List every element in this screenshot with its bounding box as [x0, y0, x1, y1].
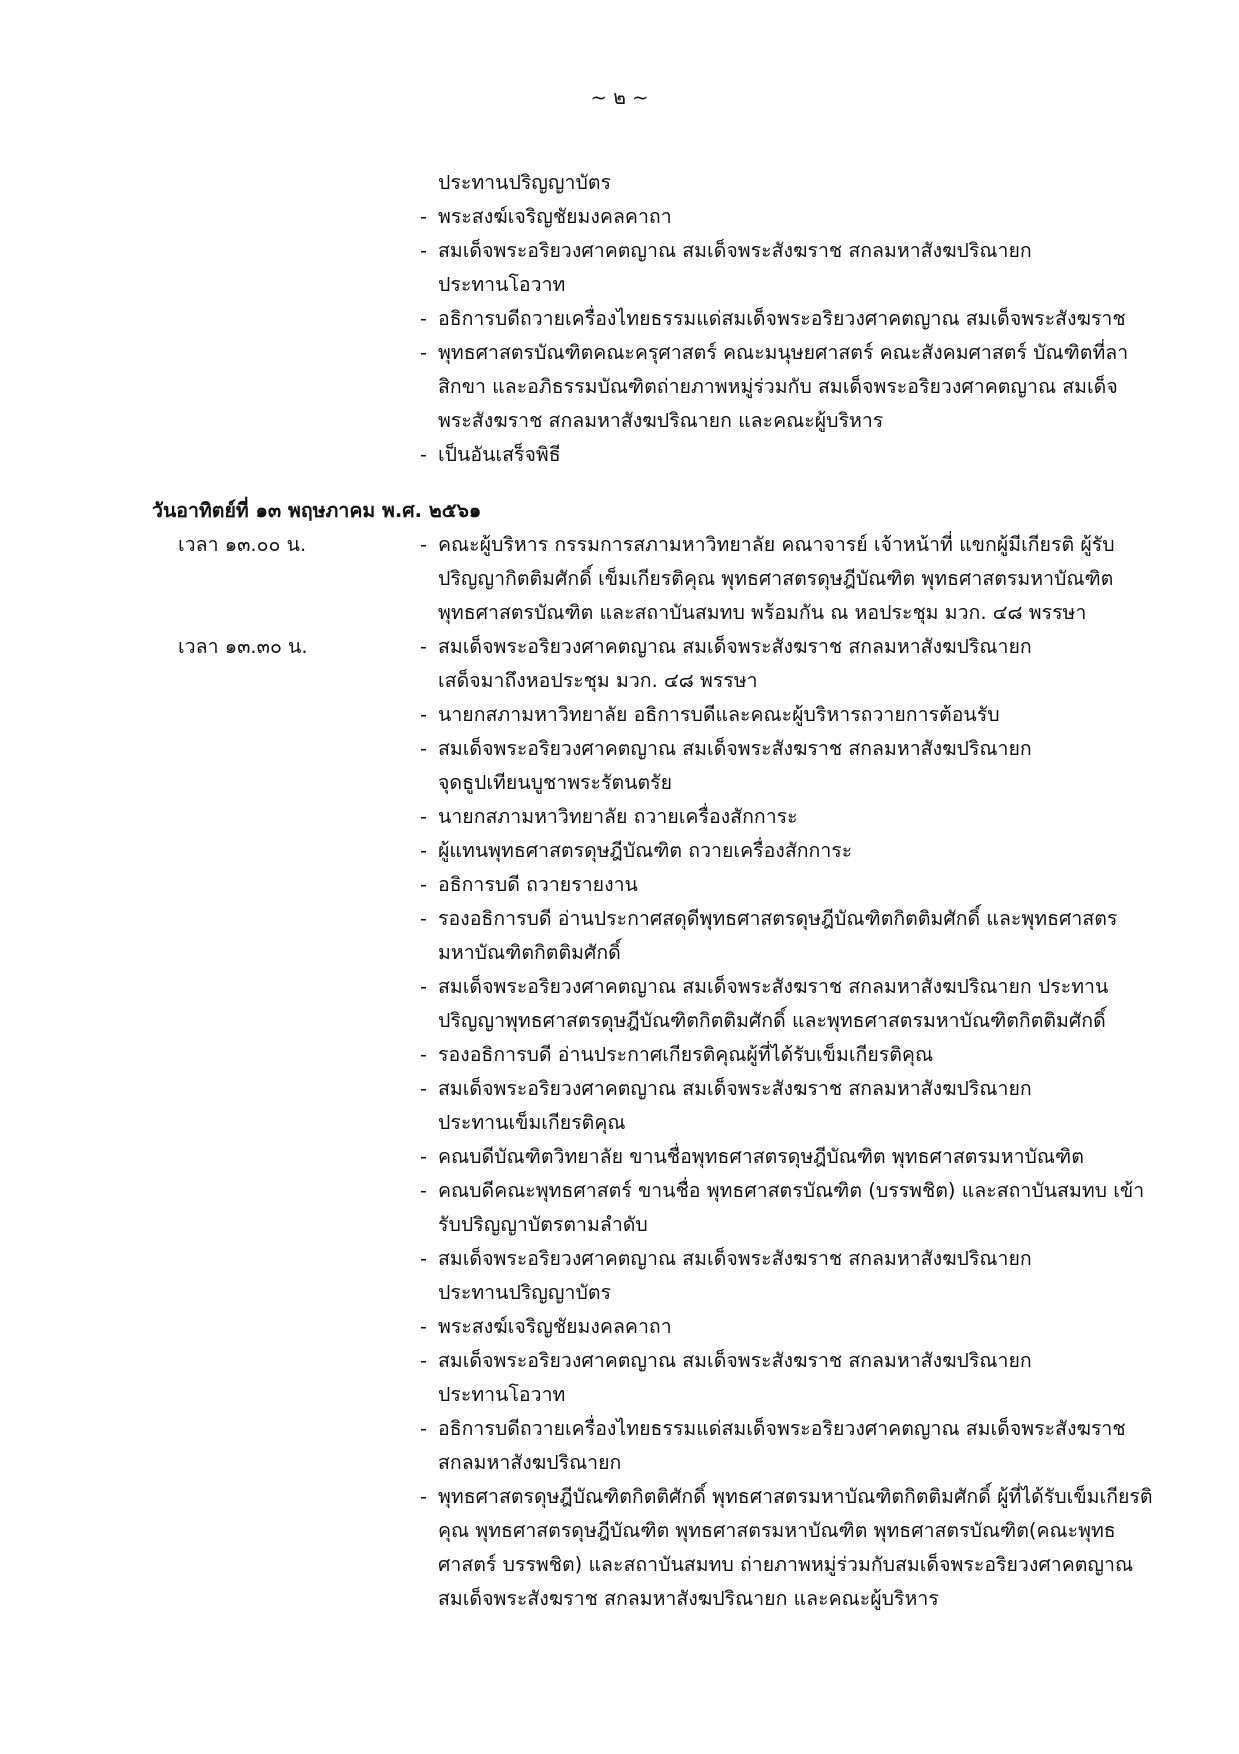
- list-item: [420, 698, 1165, 732]
- item-line: ปริญญาพุทธศาสตรดุษฎีบัณฑิตกิตติมศักดิ์ และพุทธศาสตรมหาบัณฑิตกิตติมศักดิ์: [438, 1009, 1106, 1032]
- item-line: นายกสภามหาวิทยาลัย ถวายเครื่องสักการะ: [438, 805, 798, 828]
- bullet-dash: -: [420, 1485, 428, 1508]
- item-line: สมเด็จพระอริยวงศาคตญาณ สมเด็จพระสังฆราช สกลมหาสังฆปริณายก: [438, 1077, 1032, 1100]
- bullet-dash: -: [420, 703, 428, 726]
- item-line: พระสงฆ์เจริญชัยมงคลคาถา: [438, 1315, 672, 1338]
- item-line: คณะผู้บริหาร กรรมการสภามหาวิทยาลัย คณาจารย์ เจ้าหน้าที่ แขกผู้มีเกียรติ ผู้รับ: [438, 533, 1115, 556]
- item-line: ผู้แทนพุทธศาสตรดุษฎีบัณฑิต ถวายเครื่องสักการะ: [438, 839, 853, 862]
- item-line: นายกสภามหาวิทยาลัย อธิการบดีและคณะผู้บริหารถวายการต้อนรับ: [438, 703, 1000, 726]
- item-line: จุดธูปเทียนบูชาพระรัตนตรัย: [438, 771, 673, 794]
- item-line: พุทธศาสตรบัณฑิตคณะครุศาสตร์ คณะมนุษยศาสตร์ คณะสังคมศาสตร์ บัณฑิตที่ลา: [438, 341, 1129, 364]
- list-item: [420, 302, 1160, 336]
- bullet-dash: -: [420, 1179, 428, 1202]
- item-line: เสด็จมาถึงหอประชุม มวก. ๔๘ พรรษา: [438, 669, 758, 692]
- bullet-dash: -: [420, 1247, 428, 1270]
- bullet-dash: -: [420, 737, 428, 760]
- bullet-dash: -: [420, 239, 428, 262]
- item-line: สมเด็จพระอริยวงศาคตญาณ สมเด็จพระสังฆราช สกลมหาสังฆปริณายก: [438, 239, 1032, 262]
- item-line: รองอธิการบดี อ่านประกาศสดุดีพุทธศาสตรดุษฎีบัณฑิตกิตติมศักดิ์ และพุทธศาสตร: [438, 907, 1118, 930]
- item-line: สมเด็จพระอริยวงศาคตญาณ สมเด็จพระสังฆราช สกลมหาสังฆปริณายก: [438, 635, 1032, 658]
- list-item: [420, 1310, 1165, 1344]
- bullet-dash: -: [420, 1417, 428, 1440]
- session-items: [420, 630, 1165, 1616]
- list-item: [420, 868, 1165, 902]
- bullet-dash: -: [420, 839, 428, 862]
- item-line: คุณ พุทธศาสตรดุษฎีบัณฑิต พุทธศาสตรมหาบัณฑิต พุทธศาสตรบัณฑิต(คณะพุทธ: [438, 1519, 1116, 1542]
- day-heading: วันอาทิตย์ที่ ๑๓ พฤษภาคม พ.ศ. ๒๕๖๑: [152, 499, 482, 522]
- item-line: ประทานปริญญาบัตร: [438, 1281, 612, 1304]
- item-line: สมเด็จพระอริยวงศาคตญาณ สมเด็จพระสังฆราช สกลมหาสังฆปริณายก: [438, 1247, 1032, 1270]
- list-item: [420, 1072, 1165, 1140]
- item-line: สมเด็จพระอริยวงศาคตญาณ สมเด็จพระสังฆราช สกลมหาสังฆปริณายก: [438, 737, 1032, 760]
- bullet-dash: -: [420, 307, 428, 330]
- list-item: [420, 528, 1165, 630]
- item-line: พุทธศาสตรบัณฑิต และสถาบันสมทบ พร้อมกัน ณ หอประชุม มวก. ๔๘ พรรษา: [438, 601, 1087, 624]
- item-line: คณบดีบัณฑิตวิทยาลัย ขานชื่อพุทธศาสตรดุษฎีบัณฑิต พุทธศาสตรมหาบัณฑิต: [438, 1145, 1084, 1168]
- session-items: [420, 528, 1165, 630]
- list-item: [420, 630, 1165, 698]
- item-line: อธิการบดี ถวายรายงาน: [438, 873, 638, 896]
- bullet-dash: -: [420, 205, 428, 228]
- bullet-dash: -: [420, 1077, 428, 1100]
- item-line: มหาบัณฑิตกิตติมศักดิ์: [438, 941, 621, 964]
- item-line: สมเด็จพระอริยวงศาคตญาณ สมเด็จพระสังฆราช สกลมหาสังฆปริณายก ประทาน: [438, 975, 1109, 998]
- item-line: ประทานปริญญาบัตร: [438, 171, 612, 194]
- item-line: คณบดีคณะพุทธศาสตร์ ขานชื่อ พุทธศาสตรบัณฑิต (บรรพชิต) และสถาบันสมทบ เข้า: [438, 1179, 1145, 1202]
- bullet-dash: -: [420, 341, 428, 364]
- item-line: สิกขา และอภิธรรมบัณฑิตถ่ายภาพหมู่ร่วมกับ สมเด็จพระอริยวงศาคตญาณ สมเด็จ: [438, 375, 1118, 398]
- list-item: [420, 1412, 1165, 1480]
- time-label: เวลา ๑๓.๓๐ น.: [178, 635, 308, 658]
- time-label: เวลา ๑๓.๐๐ น.: [178, 533, 307, 556]
- list-item: [420, 902, 1165, 970]
- item-line: ประทานโอวาท: [438, 1383, 566, 1406]
- list-item: [420, 1140, 1165, 1174]
- list-item: [420, 234, 1160, 302]
- bullet-dash: -: [420, 1349, 428, 1372]
- list-item: [420, 732, 1165, 800]
- list-item: [420, 1344, 1165, 1412]
- item-line: พุทธศาสตรดุษฎีบัณฑิตกิตติศักดิ์ พุทธศาสตรมหาบัณฑิตกิตติมศักดิ์ ผู้ที่ได้รับเข็มเกียรติ: [438, 1485, 1153, 1508]
- item-line: ประทานเข็มเกียรติคุณ: [438, 1111, 626, 1134]
- item-line: ประทานโอวาท: [438, 273, 566, 296]
- bullet-dash: -: [420, 635, 428, 658]
- item-line: อธิการบดีถวายเครื่องไทยธรรมแด่สมเด็จพระอริยวงศาคตญาณ สมเด็จพระสังฆราช: [438, 1417, 1126, 1440]
- bullet-dash: -: [420, 873, 428, 896]
- bullet-dash: -: [420, 1145, 428, 1168]
- page-number: ~ ๒ ~: [590, 86, 649, 109]
- list-item: [420, 1038, 1165, 1072]
- list-item: [420, 834, 1165, 868]
- continuation-list: [420, 166, 1160, 472]
- item-line: อธิการบดีถวายเครื่องไทยธรรมแด่สมเด็จพระอริยวงศาคตญาณ สมเด็จพระสังฆราช: [438, 307, 1126, 330]
- list-item: [420, 1174, 1165, 1242]
- item-line: พระสงฆ์เจริญชัยมงคลคาถา: [438, 205, 672, 228]
- list-item: [420, 166, 1160, 200]
- list-item: [420, 438, 1160, 472]
- item-line: พระสังฆราช สกลมหาสังฆปริณายก และคณะผู้บริหาร: [438, 409, 884, 432]
- item-line: สมเด็จพระสังฆราช สกลมหาสังฆปริณายก และคณะผู้บริหาร: [438, 1587, 939, 1610]
- list-item: [420, 200, 1160, 234]
- list-item: [420, 336, 1160, 438]
- list-item: [420, 1480, 1165, 1616]
- item-line: รับปริญญาบัตรตามลำดับ: [438, 1213, 648, 1236]
- bullet-dash: -: [420, 1315, 428, 1338]
- list-item: [420, 800, 1165, 834]
- list-item: [420, 970, 1165, 1038]
- list-item: [420, 1242, 1165, 1310]
- bullet-dash: -: [420, 907, 428, 930]
- item-line: เป็นอันเสร็จพิธี: [438, 443, 561, 466]
- item-line: ปริญญากิตติมศักดิ์ เข็มเกียรติคุณ พุทธศาสตรดุษฎีบัณฑิต พุทธศาสตรมหาบัณฑิต: [438, 567, 1114, 590]
- item-line: รองอธิการบดี อ่านประกาศเกียรติคุณผู้ที่ได้รับเข็มเกียรติคุณ: [438, 1043, 934, 1066]
- bullet-dash: -: [420, 1043, 428, 1066]
- bullet-dash: -: [420, 805, 428, 828]
- bullet-dash: -: [420, 975, 428, 998]
- item-line: ศาสตร์ บรรพชิต) และสถาบันสมทบ ถ่ายภาพหมู่ร่วมกับสมเด็จพระอริยวงศาคตญาณ: [438, 1553, 1134, 1576]
- bullet-dash: -: [420, 443, 428, 466]
- bullet-dash: -: [420, 533, 428, 556]
- item-line: สมเด็จพระอริยวงศาคตญาณ สมเด็จพระสังฆราช สกลมหาสังฆปริณายก: [438, 1349, 1032, 1372]
- item-line: สกลมหาสังฆปริณายก: [438, 1451, 622, 1474]
